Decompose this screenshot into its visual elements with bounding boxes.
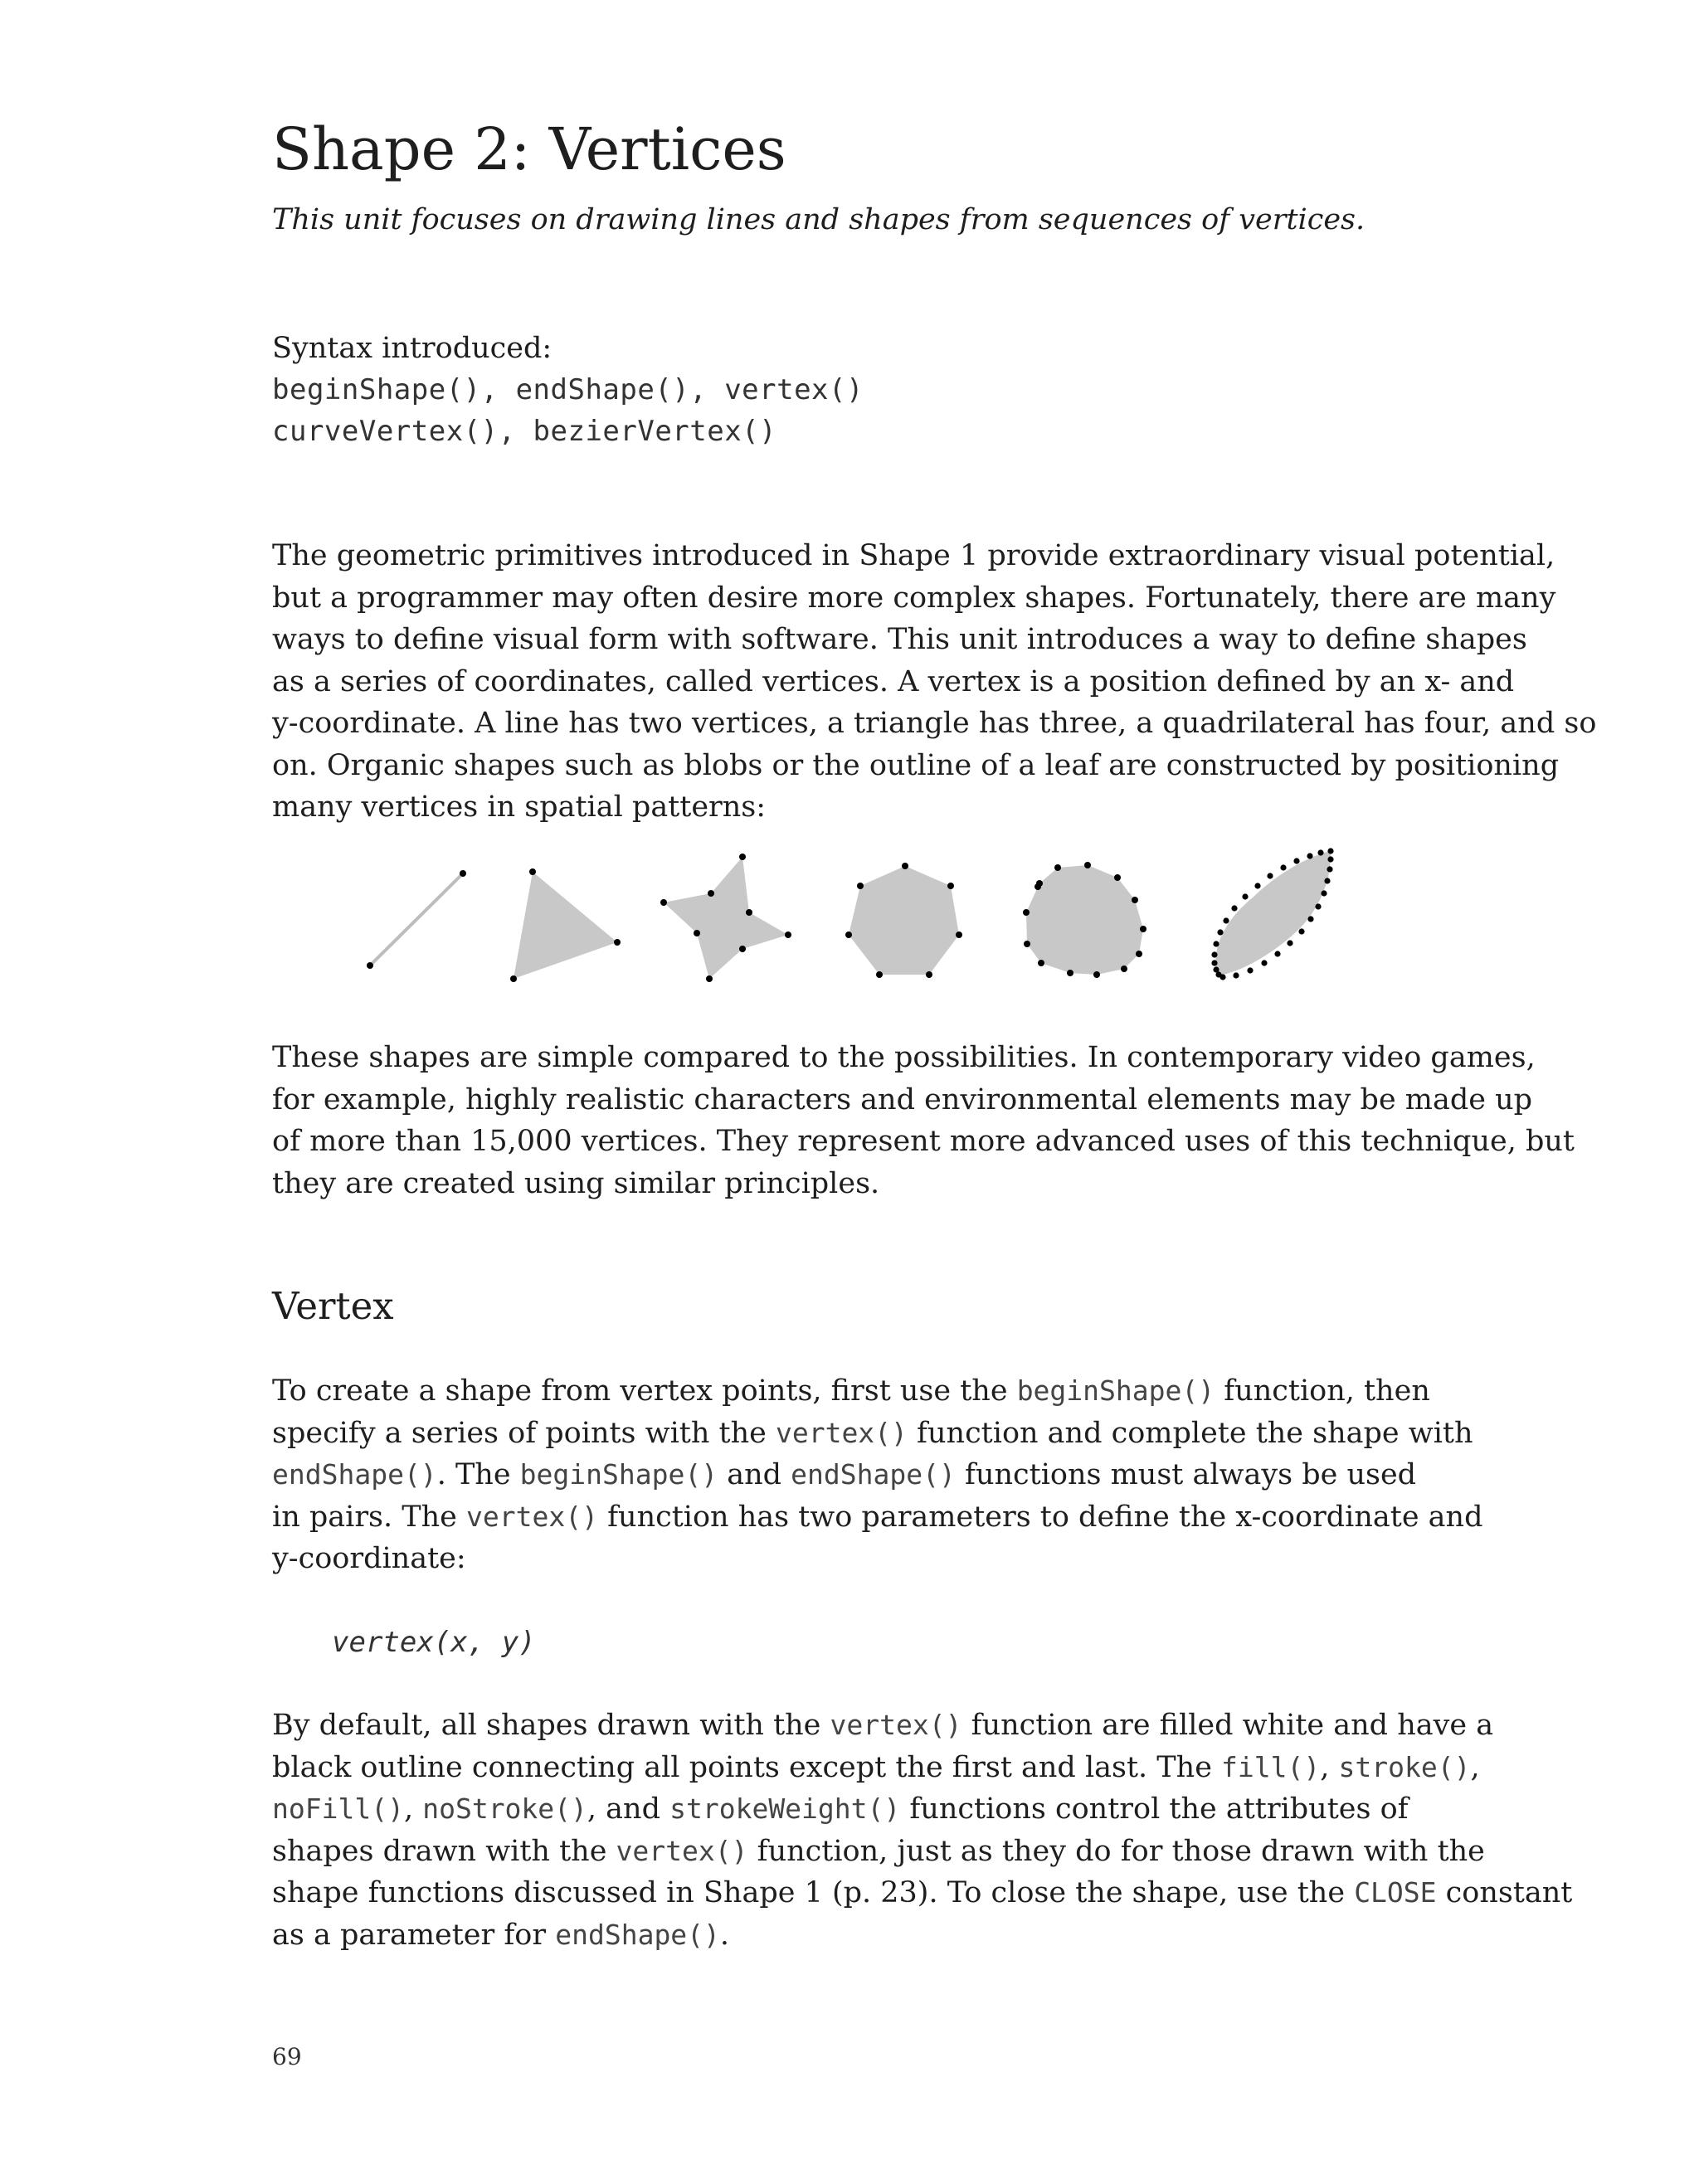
vertex-dot xyxy=(956,931,962,938)
page-title: Shape 2: Vertices xyxy=(272,115,786,183)
paragraph-line xyxy=(272,1831,1483,1873)
vertex-dot xyxy=(1315,903,1321,909)
vertex-dot xyxy=(1327,848,1333,854)
inline-code: endShape() xyxy=(272,1458,437,1491)
inline-code: noStroke() xyxy=(422,1792,587,1825)
page-number: 69 xyxy=(272,2043,302,2070)
intro-line: y-coordinate. A line has two vertices, a triangle has three, a quadrilateral has four, and so xyxy=(272,707,1597,740)
inline-code: endShape() xyxy=(555,1918,720,1951)
vertex-dot xyxy=(1261,960,1267,966)
vertex-dot xyxy=(845,931,852,938)
text: shapes drawn with the xyxy=(272,1834,616,1868)
paragraph-line: they are created using similar principles. xyxy=(272,1166,880,1200)
text: function has two parameters to define the x-coordinate and xyxy=(597,1500,1483,1534)
vertex-dot xyxy=(708,890,714,897)
inline-code: stroke() xyxy=(1338,1750,1471,1783)
vertex-dot xyxy=(1267,873,1273,878)
paragraph-line xyxy=(272,1872,1573,1914)
vertex-dot xyxy=(510,975,517,982)
code-example: vertex(x, y) xyxy=(332,1626,536,1659)
vertex-dot xyxy=(614,939,621,946)
intro-paragraph xyxy=(272,535,1597,829)
vertex-dot xyxy=(460,870,466,877)
paragraph-line: y-coordinate: xyxy=(272,1542,466,1575)
intro-line: The geometric primitives introduced in Shape 1 provide extraordinary visual potential, xyxy=(272,539,1555,572)
inline-code: endShape() xyxy=(791,1458,956,1491)
text: function, then xyxy=(1215,1374,1430,1408)
vertex-dot xyxy=(367,962,373,969)
vertex-dot xyxy=(1219,974,1225,980)
vertex-dot xyxy=(1211,951,1217,957)
text: constant xyxy=(1436,1876,1573,1909)
vertex-dot xyxy=(1327,856,1333,862)
text: To create a shape from vertex points, first use the xyxy=(272,1374,1017,1408)
paragraph-line: of more than 15,000 vertices. They represent more advanced uses of this technique, but xyxy=(272,1125,1575,1158)
text: , xyxy=(1470,1750,1480,1784)
vertex-dot xyxy=(1067,970,1073,976)
default-paragraph xyxy=(272,1705,1573,1956)
vertex-dot xyxy=(1233,972,1239,978)
vertex-dot xyxy=(1140,926,1146,932)
vertex-dot xyxy=(1298,928,1304,934)
text: as a parameter for xyxy=(272,1918,556,1952)
heptagon-shape xyxy=(849,866,959,975)
inline-code: fill() xyxy=(1221,1750,1321,1783)
inline-code: beginShape() xyxy=(1016,1374,1215,1407)
vertex-dot xyxy=(947,883,954,889)
section-heading-vertex: Vertex xyxy=(272,1284,394,1328)
inline-code: vertex() xyxy=(466,1500,598,1533)
vertex-dot xyxy=(739,854,746,860)
vertex-dot xyxy=(660,899,667,906)
text: and xyxy=(718,1458,791,1491)
vertex-dot xyxy=(1280,864,1286,870)
vertex-dot xyxy=(529,868,536,875)
vertex-dot xyxy=(1121,966,1127,972)
vertex-dot xyxy=(1223,917,1229,923)
vertex-dot xyxy=(1024,941,1030,947)
inline-code: beginShape() xyxy=(519,1458,718,1491)
vertex-dot xyxy=(1211,960,1217,966)
vertex-dot xyxy=(902,863,908,869)
vertex-dot xyxy=(1084,862,1091,868)
vertex-dot xyxy=(926,971,932,978)
vertex-dot xyxy=(1038,960,1044,966)
vertex-dot xyxy=(1093,971,1100,978)
text: specify a series of points with the xyxy=(272,1416,776,1450)
vertex-dot xyxy=(1132,897,1138,903)
vertex-dot xyxy=(1307,853,1312,859)
syntax-introduced xyxy=(272,328,864,452)
text: . The xyxy=(436,1458,520,1491)
text: shape functions discussed in Shape 1 (p. 23). To close the shape, use the xyxy=(272,1876,1355,1909)
line-shape xyxy=(370,873,463,966)
intro-line: as a series of coordinates, called vertices. A vertex is a position defined by an x- and xyxy=(272,664,1515,698)
vertex-dot xyxy=(1114,874,1121,881)
vertex-dot xyxy=(1274,951,1280,956)
blob-shape xyxy=(1026,865,1143,975)
star-shape xyxy=(664,857,788,979)
intro-line: many vertices in spatial patterns: xyxy=(272,790,767,824)
text: in pairs. The xyxy=(272,1500,466,1534)
inline-code: CLOSE xyxy=(1354,1876,1437,1909)
subtitle: This unit focuses on drawing lines and shapes from sequences of vertices. xyxy=(272,203,1366,236)
vertex-dot xyxy=(1254,883,1260,888)
vertex-dot xyxy=(1213,941,1219,946)
inline-code: vertex() xyxy=(830,1709,962,1741)
text: , and xyxy=(587,1792,670,1826)
vertex-dot xyxy=(1287,940,1293,946)
vertex-dot xyxy=(739,946,746,952)
inline-code: vertex() xyxy=(616,1834,748,1867)
text: function and complete the shape with xyxy=(907,1416,1473,1450)
paragraph-line xyxy=(272,1788,1483,1831)
vertex-dot xyxy=(1034,883,1041,890)
vertex-dot xyxy=(746,909,752,916)
syntax-code-line-2: curveVertex(), bezierVertex() xyxy=(272,415,777,448)
paragraph-line xyxy=(272,1370,1483,1413)
inline-code: strokeWeight() xyxy=(669,1792,901,1825)
vertex-dot xyxy=(1242,893,1248,899)
paragraph-line xyxy=(272,1705,1494,1747)
vertex-dot xyxy=(694,930,700,936)
triangle-shape xyxy=(514,872,617,979)
paragraph-line xyxy=(272,1413,1483,1455)
paragraph-line xyxy=(272,1454,1483,1496)
vertex-dot xyxy=(1321,890,1327,896)
paragraph-line: for example, highly realistic characters and environmental elements may be made up xyxy=(272,1082,1533,1116)
vertex-dot xyxy=(1231,905,1237,911)
syntax-code-line-1: beginShape(), endShape(), vertex() xyxy=(272,373,864,406)
vertex-dot xyxy=(857,883,864,889)
paragraph-line xyxy=(272,1496,1483,1539)
vertex-dot xyxy=(1247,967,1253,973)
vertex-dot xyxy=(1293,858,1299,863)
text: functions control the attributes of xyxy=(900,1792,1409,1826)
text: . xyxy=(719,1918,730,1952)
text: function are filled white and have a xyxy=(961,1709,1494,1742)
inline-code: vertex() xyxy=(775,1416,908,1449)
vertex-dot xyxy=(1324,878,1330,883)
vertex-dot xyxy=(1217,929,1223,935)
vertex-dot xyxy=(1317,849,1323,855)
intro-line: ways to define visual form with software. This unit introduces a way to define shapes xyxy=(272,623,1527,656)
vertex-dot xyxy=(1307,916,1313,922)
text: By default, all shapes drawn with the xyxy=(272,1709,830,1742)
vertex-dot xyxy=(785,931,791,938)
text: black outline connecting all points except the first and last. The xyxy=(272,1750,1222,1784)
inline-code: noFill() xyxy=(272,1792,404,1825)
vertex-dot xyxy=(706,975,713,982)
vertex-dot xyxy=(876,971,883,978)
paragraph-line: These shapes are simple compared to the possibilities. In contemporary video games, xyxy=(272,1041,1536,1074)
text: function, just as they do for those drawn with the xyxy=(747,1834,1485,1868)
text: , xyxy=(1320,1750,1339,1784)
text: , xyxy=(403,1792,423,1826)
vertex-shapes-figure xyxy=(357,838,1369,1004)
vertex-dot xyxy=(1327,866,1332,872)
vertex-dot xyxy=(1023,909,1030,916)
after-figure-paragraph xyxy=(272,1037,1575,1204)
leaf-shape xyxy=(1215,851,1331,975)
syntax-label: Syntax introduced: xyxy=(272,332,553,365)
vertex-dot xyxy=(1054,864,1061,871)
paragraph-line xyxy=(272,1914,1483,1957)
text: functions must always be used xyxy=(955,1458,1417,1491)
intro-line: on. Organic shapes such as blobs or the outline of a leaf are constructed by positioning xyxy=(272,748,1560,782)
vertex-dot xyxy=(1136,951,1142,957)
paragraph-line xyxy=(272,1747,1483,1789)
intro-line: but a programmer may often desire more complex shapes. Fortunately, there are many xyxy=(272,581,1556,615)
vertex-paragraph xyxy=(272,1370,1483,1580)
